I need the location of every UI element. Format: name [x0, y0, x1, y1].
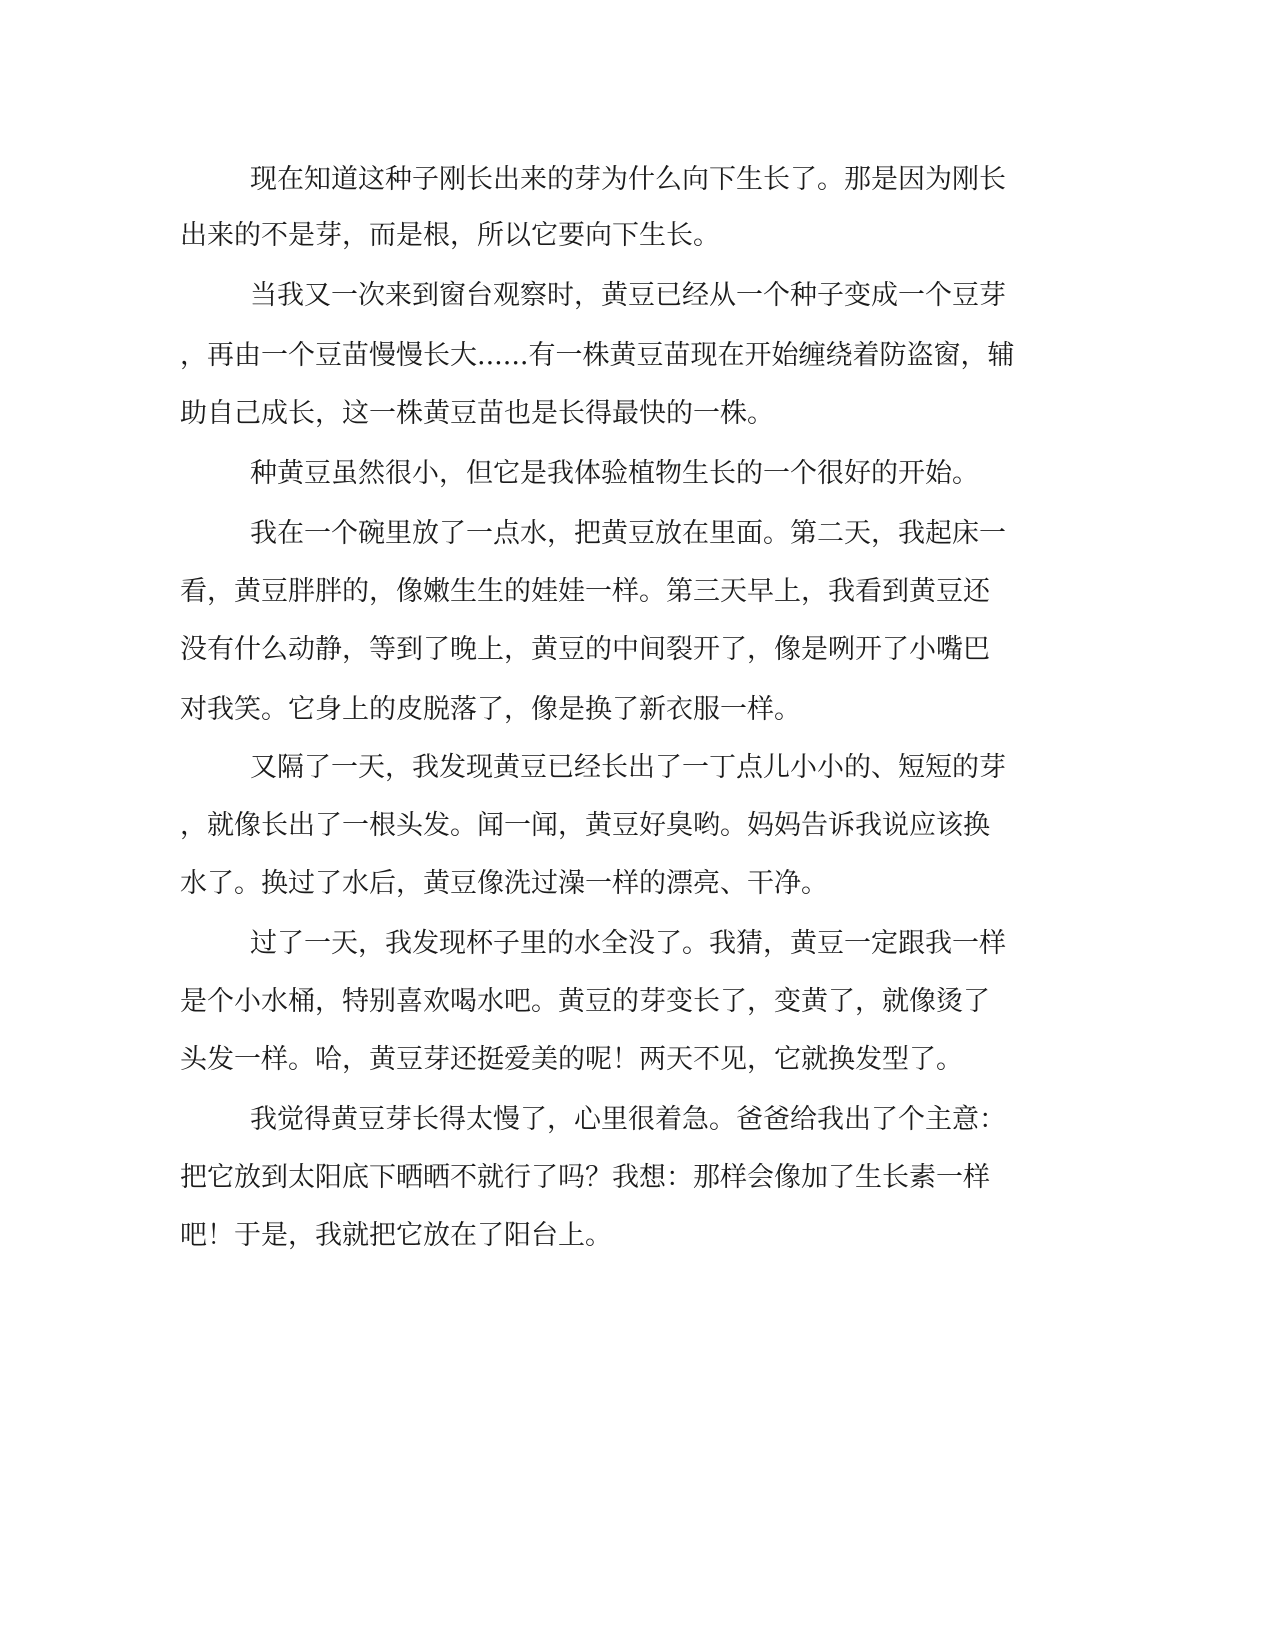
paragraph-5-line-1: 又隔了一天，我发现黄豆已经长出了一丁点儿小小的、短短的芽 — [250, 752, 1006, 783]
paragraph-7-line-2: 把它放到太阳底下晒晒不就行了吗？我想：那样会像加了生长素一样 — [180, 1162, 990, 1193]
paragraph-6-line-3: 头发一样。哈，黄豆芽还挺爱美的呢！两天不见，它就换发型了。 — [180, 1044, 963, 1075]
paragraph-4-line-4: 对我笑。它身上的皮脱落了，像是换了新衣服一样。 — [180, 694, 801, 725]
paragraph-3-line-1: 种黄豆虽然很小，但它是我体验植物生长的一个很好的开始。 — [250, 458, 979, 489]
paragraph-1-line-2: 出来的不是芽，而是根，所以它要向下生长。 — [180, 220, 720, 251]
paragraph-7-line-1: 我觉得黄豆芽长得太慢了，心里很着急。爸爸给我出了个主意： — [250, 1104, 1006, 1135]
paragraph-6-line-1: 过了一天，我发现杯子里的水全没了。我猜，黄豆一定跟我一样 — [250, 928, 1006, 959]
paragraph-1-line-1: 现在知道这种子刚长出来的芽为什么向下生长了。那是因为刚长 — [250, 164, 1006, 195]
paragraph-4-line-3: 没有什么动静，等到了晚上，黄豆的中间裂开了，像是咧开了小嘴巴 — [180, 634, 990, 665]
paragraph-5-line-2: ，就像长出了一根头发。闻一闻，黄豆好臭哟。妈妈告诉我说应该换 — [180, 810, 990, 841]
paragraph-6-line-2: 是个小水桶，特别喜欢喝水吧。黄豆的芽变长了，变黄了，就像烫了 — [180, 986, 990, 1017]
paragraph-2-line-3: 助自己成长，这一株黄豆苗也是长得最快的一株。 — [180, 398, 774, 429]
paragraph-2-line-2: ，再由一个豆苗慢慢长大......有一株黄豆苗现在开始缠绕着防盗窗，辅 — [180, 340, 1015, 371]
paragraph-5-line-3: 水了。换过了水后，黄豆像洗过澡一样的漂亮、干净。 — [180, 868, 828, 899]
paragraph-4-line-2: 看，黄豆胖胖的，像嫩生生的娃娃一样。第三天早上，我看到黄豆还 — [180, 576, 990, 607]
paragraph-2-line-1: 当我又一次来到窗台观察时，黄豆已经从一个种子变成一个豆芽 — [250, 280, 1006, 311]
paragraph-4-line-1: 我在一个碗里放了一点水，把黄豆放在里面。第二天，我起床一 — [250, 518, 1006, 549]
paragraph-7-line-3: 吧！于是，我就把它放在了阳台上。 — [180, 1220, 612, 1251]
